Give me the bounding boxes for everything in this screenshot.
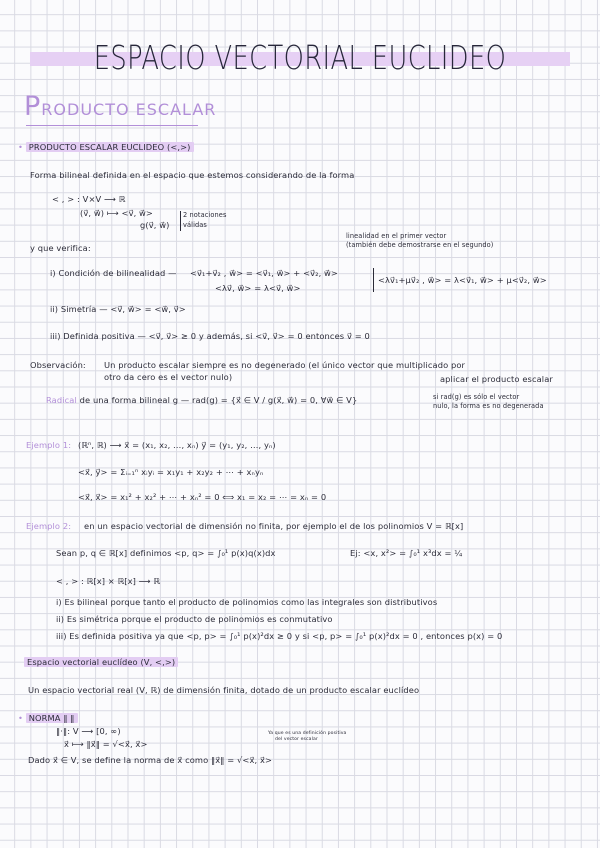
condition-i-label: i) Condición de bilinealidad — xyxy=(50,268,177,278)
radical-word: Radical xyxy=(46,395,77,405)
linearity-note-1: linealidad en el primer vector xyxy=(346,232,447,240)
section-title-underline xyxy=(26,125,198,126)
example-2-intro: en un espacio vectorial de dimensión no finita, por ejemplo el de los polinomios V = ℝ[x] xyxy=(84,521,464,531)
eve-definition: Un espacio vectorial real (V, ℝ) de dimensión finita, dotado de un producto escalar euclídeo xyxy=(28,685,420,695)
heading-text: Espacio vectorial euclídeo (V, <,>) xyxy=(24,657,178,667)
observation-line-3: aplicar el producto escalar xyxy=(440,374,553,384)
map-definition: < , > : V×V ⟶ ℝ xyxy=(52,194,126,204)
example-1-line-3: <x⃗, x⃗> = x₁² + x₂² + ⋯ + xₙ² = 0 ⟺ x₁ = x₂ = ⋯ = xₙ = 0 xyxy=(78,492,327,502)
norma-note-2: del vector escalar xyxy=(275,737,318,742)
condition-i-brace xyxy=(373,268,374,292)
bullet-dot: • xyxy=(18,713,23,723)
notations-note-2: válidas xyxy=(183,221,207,229)
example-2-label: Ejemplo 2: xyxy=(26,521,72,531)
heading-text: PRODUCTO ESCALAR EUCLIDEO (<,>) xyxy=(26,142,194,152)
example-2-item-i: i) Es bilineal porque tanto el producto de polinomios como las integrales son distributivos xyxy=(56,597,438,607)
example-2-item-ii: ii) Es simétrica porque el producto de polinomios es conmutativo xyxy=(56,614,333,624)
example-1-line-2: <x⃗, y⃗> = Σᵢ₌₁ⁿ xᵢyᵢ = x₁y₁ + x₂y₂ + ⋯ + xₙyₙ xyxy=(78,467,264,477)
section-title-initial: P xyxy=(24,91,42,122)
radical-note-2: nulo, la forma es no degenerada xyxy=(433,402,544,410)
radical-formula: de una forma bilineal g — rad(g) = {x⃗ ∈ V / g(x⃗, w⃗) = 0, ∀w⃗ ∈ V} xyxy=(79,395,358,405)
observation-label: Observación: xyxy=(30,360,86,370)
intro-text: Forma bilineal definida en el espacio que estemos considerando de la forma xyxy=(30,170,355,180)
bullet-dot: • xyxy=(18,142,23,152)
example-2-ej: Ej: <x, x²> = ∫₀¹ x³dx = ¼ xyxy=(350,548,463,558)
heading-text: NORMA ‖ ‖ xyxy=(26,713,78,723)
map-g-notation: g(v⃗, w⃗) xyxy=(140,220,170,230)
condition-iii: iii) Definida positiva — <v⃗, v⃗> ≥ 0 y además, si <v⃗, v⃗> = 0 entonces v⃗ = 0 xyxy=(50,331,370,341)
condition-i-combined: <λv⃗₁+μv⃗₂ , w⃗> = λ<v⃗₁, w⃗> + μ<v⃗₂, w⃗> xyxy=(378,275,547,285)
norma-definition: Dado x⃗ ∈ V, se define la norma de x⃗ como ‖x⃗‖ = √<x⃗, x⃗> xyxy=(28,755,273,765)
example-2-item-iii: iii) Es definida positiva ya que <p, p> = ∫₀¹ p(x)²dx ≥ 0 y si <p, p> = ∫₀¹ p(x)²dx = 0 , entonces p(x) = 0 xyxy=(56,631,503,641)
heading-norma xyxy=(18,713,78,724)
notations-divider xyxy=(180,211,181,231)
section-title-rest: RODUCTO ESCALAR xyxy=(41,100,217,119)
example-2-sean: Sean p, q ∈ ℝ[x] definimos <p, q> = ∫₀¹ p(x)q(x)dx xyxy=(56,548,276,558)
radical-note-1: si rad(g) es sólo el vector xyxy=(433,393,520,401)
example-2-map: < , > : ℝ[x] × ℝ[x] ⟶ ℝ xyxy=(56,576,161,586)
norma-note-1: Ya que es una definición positiva xyxy=(268,731,347,736)
map-pair: (v⃗, w⃗) ⟼ <v⃗, w⃗> xyxy=(80,208,153,218)
page-title: ESPACIO VECTORIAL EUCLIDEO xyxy=(93,38,507,77)
condition-ii: ii) Simetría — <v⃗, w⃗> = <w⃗, v⃗> xyxy=(50,304,186,314)
heading-producto-escalar-euclideo xyxy=(18,142,194,153)
condition-i-eq2: <λv⃗, w⃗> = λ<v⃗, w⃗> xyxy=(215,283,301,293)
condition-i-eq1: <v⃗₁+v⃗₂ , w⃗> = <v⃗₁, w⃗> + <v⃗₂, w⃗> xyxy=(190,268,338,278)
notations-note-1: 2 notaciones xyxy=(183,211,227,219)
section-title-producto-escalar xyxy=(24,91,217,122)
linearity-note-2: (también debe demostrarse en el segundo) xyxy=(346,241,494,249)
norma-map: ‖·‖: V ⟶ [0, ∞) xyxy=(56,726,121,736)
observation-line-1: Un producto escalar siempre es no degenerado (el único vector que multiplicado por xyxy=(104,360,466,370)
heading-espacio-vectorial-euclideo xyxy=(24,657,178,668)
verifies-text: y que verifica: xyxy=(30,243,91,253)
example-1-line-1: (ℝⁿ, ℝ) ⟶ x⃗ = (x₁, x₂, …, xₙ) y⃗ = (y₁, y₂, …, yₙ) xyxy=(78,440,276,450)
norma-pair: x⃗ ⟼ ‖x⃗‖ = √<x⃗, x⃗> xyxy=(64,739,148,749)
observation-line-2: otro da cero es el vector nulo) xyxy=(104,372,233,382)
radical-definition xyxy=(46,395,357,406)
example-1-label: Ejemplo 1: xyxy=(26,440,72,450)
